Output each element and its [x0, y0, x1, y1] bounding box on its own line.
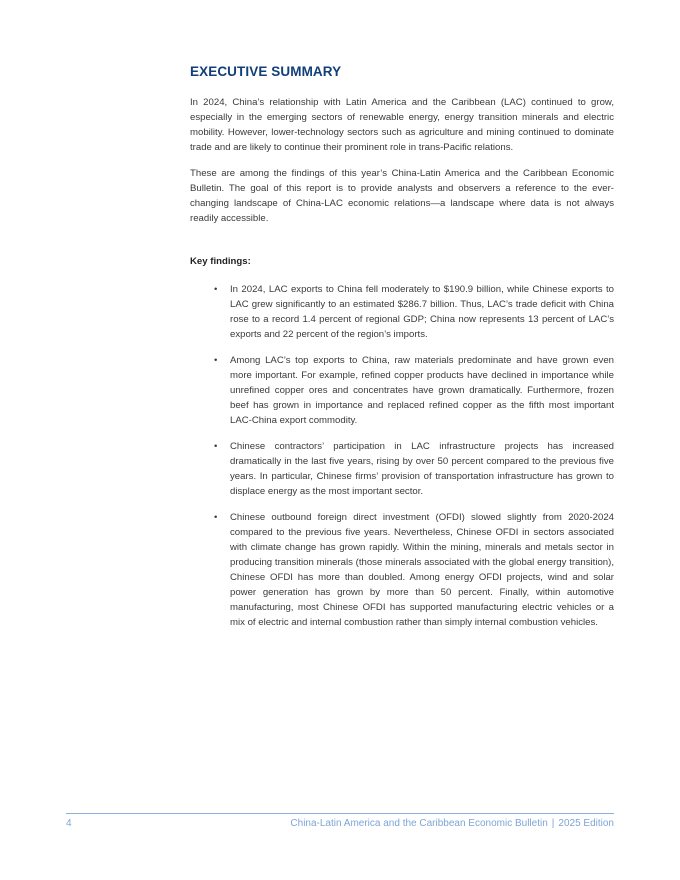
- key-finding-ofdi: [190, 510, 614, 630]
- bullet-icon: •: [214, 355, 218, 366]
- page-title: EXECUTIVE SUMMARY: [190, 64, 342, 79]
- key-finding-trade: [190, 282, 614, 342]
- key-findings-heading: Key findings:: [190, 256, 251, 267]
- intro-paragraph: In 2024, China’s relationship with Latin America and the Caribbean (LAC) continued to grow, especially in the emerging sectors of renewable energy, energy transition minerals and electric mobility. However, lower-technology sectors such as agriculture and mining continued to dominate trade and are likely to continue their prominent role in trans-Pacific relations.: [190, 97, 614, 153]
- edition-label: 2025 Edition: [558, 818, 614, 829]
- main-content: [190, 64, 614, 641]
- page-number: 4: [66, 818, 72, 829]
- key-findings-list: [190, 282, 614, 630]
- publication-name: China-Latin America and the Caribbean Economic Bulletin: [290, 818, 548, 829]
- footer-divider: [66, 813, 614, 814]
- footer-separator: |: [551, 818, 555, 829]
- footer-publication-title: [290, 818, 614, 829]
- key-finding-text: Chinese outbound foreign direct investment (OFDI) slowed slightly from 2020-2024 compared to the previous five years. Nevertheless, Chinese OFDI in sectors associated with climate change has grown rapidly. Within the mining, minerals and metals sector in producing transition minerals (those minerals associated with the global energy transition), Chinese OFDI has more than doubled. Among energy OFDI projects, wind and solar power generation has grown by more than 50 percent. Finally, within automotive manufacturing, most Chinese OFDI has supported manufacturing electric vehicles or a mix of electric and internal combustion rather than simply internal combustion vehicles.: [230, 512, 614, 628]
- key-finding-text: In 2024, LAC exports to China fell moderately to $190.9 billion, while Chinese exports to LAC grew significantly to an estimated $286.7 billion. Thus, LAC’s trade deficit with China rose to a record 1.4 percent of regional GDP; China now represents 13 percent of LAC’s exports and 22 percent of the region’s imports.: [230, 284, 614, 340]
- bullet-icon: •: [214, 512, 218, 523]
- key-finding-text: Among LAC’s top exports to China, raw materials predominate and have grown even more important. For example, refined copper products have declined in importance while unrefined copper ores and concentrates have grown dramatically. Furthermore, frozen beef has grown in importance and replaced refined copper as the fifth most important LAC-China export commodity.: [230, 355, 614, 426]
- report-goal-paragraph: These are among the findings of this year’s China-Latin America and the Caribbean Economic Bulletin. The goal of this report is to provide analysts and observers a reference to the ever-changing landscape of China-LAC economic relations—a landscape where data is not always readily accessible.: [190, 168, 614, 224]
- key-finding-infrastructure: [190, 439, 614, 499]
- bullet-icon: •: [214, 441, 218, 452]
- key-finding-exports: [190, 353, 614, 428]
- key-finding-text: Chinese contractors’ participation in LAC infrastructure projects has increased dramatically in the last five years, rising by over 50 percent compared to the previous five years. In particular, Chinese firms’ provision of transportation infrastructure has grown to displace energy as the most important sector.: [230, 441, 614, 497]
- bullet-icon: •: [214, 284, 218, 295]
